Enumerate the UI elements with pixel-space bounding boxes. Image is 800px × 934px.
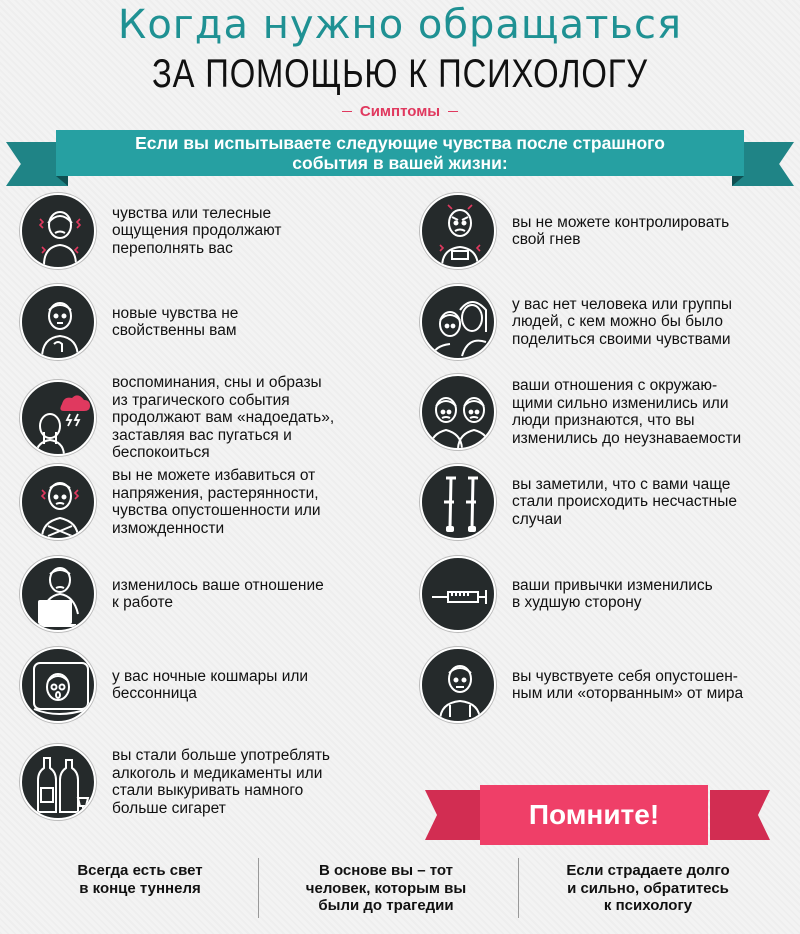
symptom-text: вы заметили, что с вами чаще стали происходить несчастные случаи	[512, 475, 738, 528]
distressed-face-icon	[20, 193, 96, 269]
crutches-icon	[420, 464, 496, 540]
symptom-text: ваши отношения с окружаю- щими сильно изменились или люди признаются, что вы изменились до неузнаваемости	[512, 377, 742, 447]
symptom-item-right-6	[420, 647, 743, 723]
symptom-item-left-4	[20, 464, 321, 540]
bottom-note-3: Если страдаете долго и сильно, обратитесь к психологу	[566, 862, 730, 914]
remember-ribbon-left	[425, 790, 485, 840]
subtitle-row	[0, 100, 800, 122]
symptom-text: у вас нет человека или группы людей, с кем можно бы было поделиться своими чувствами	[512, 295, 733, 348]
symptom-text: изменилось ваше отношение к работе	[112, 576, 324, 611]
two-faces-icon	[420, 374, 496, 450]
symptom-item-left-2	[20, 284, 238, 360]
subtitle: Симптомы	[359, 102, 441, 120]
symptom-item-left-1	[20, 193, 281, 269]
sleepless-bed-icon	[20, 647, 96, 723]
symptom-item-right-3	[420, 374, 741, 450]
symptom-text: вы стали больше употреблять алкоголь и медикаменты или стали выкуривать намного больше сигарет	[112, 747, 331, 817]
subtitle-line-right	[448, 111, 458, 112]
storm-cloud-memory-icon	[20, 380, 96, 456]
symptom-item-left-3	[20, 374, 334, 462]
bottom-note-1: Всегда есть свет в конце туннеля	[77, 862, 203, 897]
laptop-worker-icon	[20, 556, 96, 632]
symptom-text: воспоминания, сны и образы из трагического события продолжают вам «надоедать», заставляя вас пугаться и беспокоиться	[112, 374, 335, 461]
subtitle-line-left	[342, 111, 352, 112]
tense-person-icon	[20, 464, 96, 540]
symptom-item-left-6	[20, 647, 308, 723]
symptom-text: чувства или телесные ощущения продолжают переполнять вас	[112, 204, 282, 257]
symptom-item-right-1	[420, 193, 729, 269]
title-line-1: Когда нужно обращаться	[117, 2, 683, 48]
symptom-item-right-2	[420, 284, 732, 360]
symptom-item-right-5	[420, 556, 713, 632]
banner	[56, 130, 744, 176]
banner-line-2: события в вашей жизни:	[292, 153, 508, 173]
empty-person-icon	[420, 647, 496, 723]
symptom-text: вы не можете избавиться от напряжения, растерянности, чувства опустошенности или изможденности	[112, 467, 321, 537]
banner-line-1: Если вы испытываете следующие чувства после страшного	[135, 133, 665, 153]
confused-person-icon	[20, 284, 96, 360]
symptom-item-right-4	[420, 464, 737, 540]
symptom-text: вы не можете контролировать свой гнев	[512, 213, 730, 248]
divider	[518, 858, 519, 918]
symptom-text: у вас ночные кошмары или бессонница	[112, 667, 309, 702]
remember-banner: Помните!	[480, 785, 708, 845]
symptom-text: вы чувствуете себя опустошен- ным или «оторванным» от мира	[512, 667, 744, 702]
angry-person-icon	[420, 193, 496, 269]
bottles-icon	[20, 744, 96, 820]
symptom-text: ваши привычки изменились в худшую сторону	[512, 576, 713, 611]
symptom-item-left-5	[20, 556, 324, 632]
title-line-2: ЗА ПОМОЩЬЮ К ПСИХОЛОГУ	[152, 52, 648, 96]
lonely-people-icon	[420, 284, 496, 360]
remember-ribbon-right	[710, 790, 770, 840]
divider	[258, 858, 259, 918]
syringe-icon	[420, 556, 496, 632]
bottom-note-2: В основе вы – тот человек, которым вы были до трагедии	[305, 862, 467, 914]
symptom-text: новые чувства не свойственны вам	[112, 304, 239, 339]
symptom-item-left-7	[20, 744, 330, 820]
